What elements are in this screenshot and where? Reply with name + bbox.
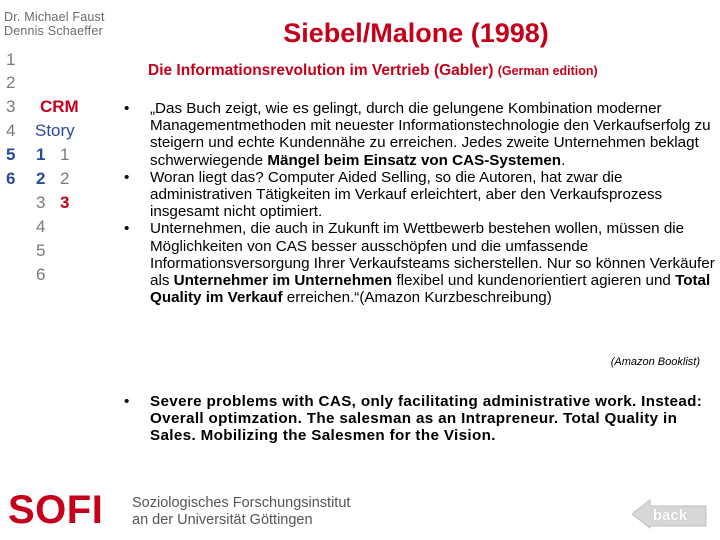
back-label: back bbox=[652, 507, 688, 524]
bullet-marker: • bbox=[124, 168, 130, 186]
bullet-3-text: Unternehmen, die auch in Zukunft im Wettbewerb bestehen wollen, müssen die Möglichkeiten von CAS besser ausschöpfen und die umfassende Informationsversorgung Ihrer Verkaufsteams sicherstellen. Nur so können Verkäufer als Unternehmer im Unternehmen flexibel und kundenorientiert agieren und Total Quality im Verkauf erreichen.“(Amazon Kurzbeschreibung) bbox=[150, 220, 715, 307]
nav-6[interactable]: 6 bbox=[6, 169, 16, 188]
nav-sub2-1[interactable]: 1 bbox=[60, 145, 70, 164]
sofi-logo: SOFI bbox=[8, 488, 104, 532]
authors bbox=[4, 10, 105, 38]
nav-4[interactable]: 4 bbox=[6, 121, 16, 140]
bullet-list bbox=[120, 100, 716, 306]
nav-5-1[interactable]: 1 bbox=[36, 145, 46, 164]
bullet-marker: • bbox=[124, 220, 130, 238]
nav-3[interactable]: 3 bbox=[6, 97, 16, 116]
bullet-1 bbox=[120, 100, 716, 169]
subtitle-edition: (German edition) bbox=[497, 64, 598, 78]
nav-6-2[interactable]: 2 bbox=[36, 169, 46, 188]
institute-line-1: Soziologisches Forschungsinstitut bbox=[132, 495, 351, 511]
nav-2[interactable]: 2 bbox=[6, 73, 16, 92]
bullet-2 bbox=[120, 169, 716, 221]
bullet-1-text: „Das Buch zeigt, wie es gelingt, durch die gelungene Kombination moderner Managementmethoden mit neuester Informationstechnologie den Verkaufserfolg zu steigern und echte Kundennähe zu erreichen. Jedes zweite Unternehmen beklagt schwerwiegende Mängel beim Einsatz von CAS-Systemen. bbox=[150, 100, 711, 169]
institute-line-2: an der Universität Göttingen bbox=[132, 512, 313, 528]
nav-sub2-3-current[interactable]: 3 bbox=[60, 193, 70, 212]
bullet-3 bbox=[120, 220, 716, 306]
nav-story[interactable]: Story bbox=[35, 121, 75, 140]
author-1: Dr. Michael Faust bbox=[4, 10, 105, 24]
source-note: (Amazon Booklist) bbox=[610, 356, 700, 368]
author-2: Dennis Schaeffer bbox=[4, 24, 103, 38]
slide-title: Siebel/Malone (1998) bbox=[283, 18, 549, 48]
nav-sub-4[interactable]: 4 bbox=[36, 217, 46, 236]
back-button[interactable] bbox=[632, 498, 708, 530]
nav-sub-6[interactable]: 6 bbox=[36, 265, 46, 284]
nav-sub-5[interactable]: 5 bbox=[36, 241, 46, 260]
bullet-marker: • bbox=[124, 100, 130, 117]
bullet-english bbox=[120, 393, 716, 445]
nav-sub2-2[interactable]: 2 bbox=[60, 169, 70, 188]
subtitle-main: Die Informationsrevolution im Vertrieb (Gabler) bbox=[148, 62, 494, 79]
nav-5[interactable]: 5 bbox=[6, 145, 16, 164]
nav-crm[interactable]: CRM bbox=[40, 97, 79, 116]
slide-subtitle bbox=[148, 62, 718, 80]
nav-sub-3[interactable]: 3 bbox=[36, 193, 46, 212]
bullet-english-text: Severe problems with CAS, only facilitating administrative work. Instead: Overall optimzation. The salesman as an Intrapreneur. Total Quality in Sales. Mobilizing the Salesmen for the Vision. bbox=[150, 393, 703, 445]
bullet-marker: • bbox=[124, 393, 130, 410]
bullet-2-text: Woran liegt das? Computer Aided Selling, so die Autoren, hat zwar die administrativen Tätigkeiten im Verkauf erleichtert, aber den Verkaufsprozess insgesamt nicht optimiert. bbox=[150, 168, 663, 221]
institute-name bbox=[132, 495, 350, 529]
nav-1[interactable]: 1 bbox=[6, 50, 16, 69]
